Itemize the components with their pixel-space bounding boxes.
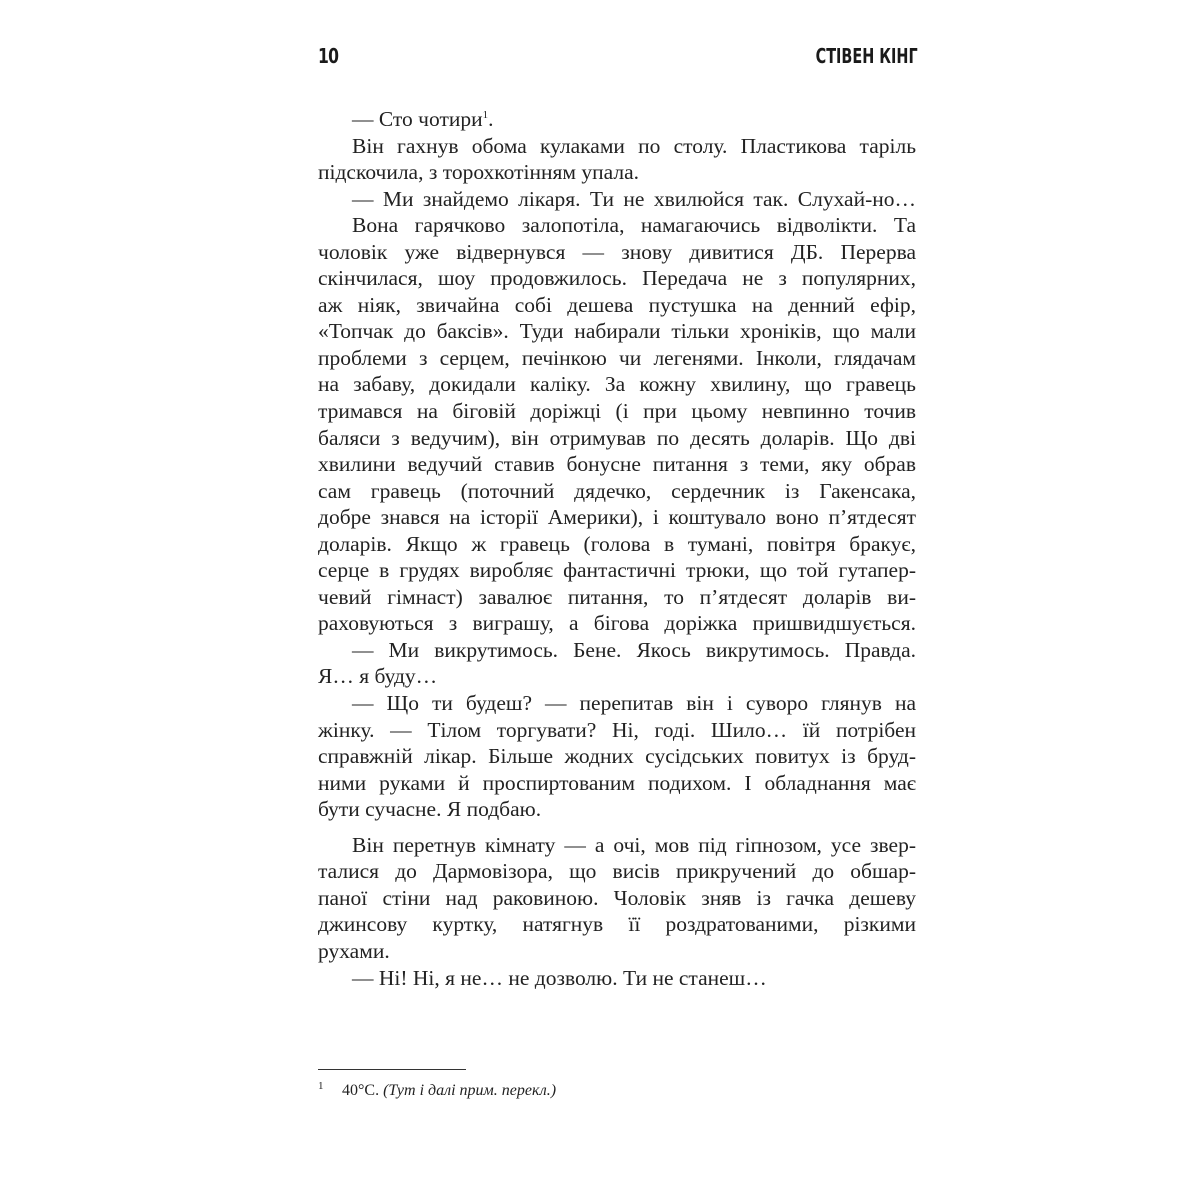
footnote-mark: 1 <box>318 1080 324 1092</box>
text-line: Вона гарячково залопотіла, намагаючись відволікти. Та <box>352 213 916 238</box>
text-line: чевий гімнаст) завалює питання, то п’ятдесят доларів ви- <box>318 584 916 609</box>
text-line: «Топчак до баксів». Туди набирали тільки хроніків, що мали <box>318 319 916 344</box>
text-line: ними руками й проспиртованим подихом. І обладнання має <box>318 770 916 795</box>
footnote-reference[interactable]: 1 <box>482 109 489 121</box>
text-line: проблеми з серцем, печінкою чи легенями. Інколи, глядачам <box>318 345 916 370</box>
text-line: Він гахнув обома кулаками по столу. Пластикова таріль <box>352 133 916 158</box>
text-line: — Що ти будеш? — перепитав він і суворо глянув на <box>352 691 916 716</box>
text-line: чоловік уже відвернувся — знову дивитися ДБ. Перерва <box>318 239 916 264</box>
text-line: раховуються з виграшу, а бігова доріжка пришвидшується. <box>318 611 916 636</box>
text-line: — Ми знайдемо лікаря. Ти не хвилюйся так. Слухай-но… <box>352 186 916 211</box>
footnote-text <box>342 1082 556 1100</box>
footnote-value: 40°C. <box>342 1082 380 1099</box>
text-line: серце в грудях виробляє фантастичні трюки, що той гутапер- <box>318 558 916 583</box>
text-line: на забаву, докидали каліку. За кожну хвилину, що гравець <box>318 372 916 397</box>
text-line: паної стіни над раковиною. Чоловік зняв із гачка дешеву <box>318 885 916 910</box>
text-line: джинсову куртку, натягнув її роздратованими, різкими <box>318 912 916 937</box>
punctuation: . <box>488 107 494 131</box>
text-line: підскочила, з торохкотінням упала. <box>318 160 639 185</box>
text-line: талися до Дармовізора, що висів прикручений до обшар- <box>318 859 916 884</box>
running-head <box>318 44 918 78</box>
text-line: жінку. — Тілом торгувати? Ні, годі. Шило… їй потрібен <box>318 717 916 742</box>
body-text <box>318 106 916 991</box>
text-line: бути сучасне. Я подбаю. <box>318 797 542 822</box>
text-line: — Ні! Ні, я не… не дозволю. Ти не станеш… <box>352 965 767 990</box>
dialogue-text: — Сто чотири <box>352 107 483 131</box>
running-head-author: СТІВЕН КІНГ <box>816 44 918 68</box>
text-line: справжній лікар. Більше жодних сусідських повитух із бруд- <box>318 744 916 769</box>
text-line: добре знався на історії Америки), і коштувало воно п’ятдесят <box>318 505 916 530</box>
text-line: тримався на біговій доріжці (і при цьому невпинно точив <box>318 399 916 424</box>
footnote-note: (Тут і далі прим. перекл.) <box>383 1082 557 1099</box>
text-line: скінчилася, шоу продовжилось. Передача не з популярних, <box>318 266 916 291</box>
page-number: 10 <box>318 44 339 68</box>
text-line: хвилини ведучий ставив бонусне питання з теми, яку обрав <box>318 452 916 477</box>
text-line: аж ніяк, звичайна собі дешева пустушка на денний ефір, <box>318 292 916 317</box>
text-line: доларів. Якщо ж гравець (голова в тумані, повітря бракує, <box>318 531 916 556</box>
text-line: рухами. <box>318 938 390 963</box>
text-line: сам гравець (поточний дядечко, сердечник із Гакенсака, <box>318 478 916 503</box>
text-line: баляси з ведучим), він отримував по десять доларів. Що дві <box>318 425 916 450</box>
text-line: Я… я буду… <box>318 664 438 689</box>
footnote-separator <box>318 1069 466 1070</box>
text-line: Він перетнув кімнату — а очі, мов під гіпнозом, усе звер- <box>352 832 916 857</box>
text-line: — Ми викрутимось. Бене. Якось викрутимось. Правда. <box>352 637 916 662</box>
text-line <box>318 106 916 133</box>
